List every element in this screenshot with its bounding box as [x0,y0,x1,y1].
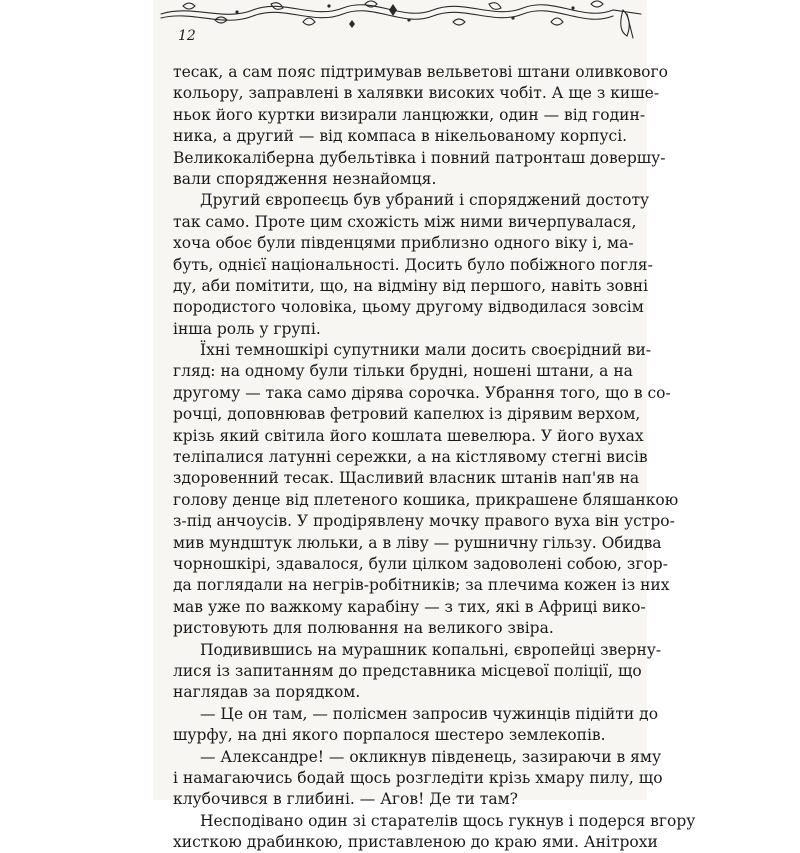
text-line: крізь який світила його кошлата шевелюра. У його вухах [173,426,644,445]
decorative-vine-ornament [153,0,647,42]
text-line: тесак, а сам пояс підтримував вельветові штани оливкового [173,63,668,81]
text-line: лися із запитанням до представника місцевої поліції, що [173,661,642,680]
text-line: ника, а другий — від компаса в нікельованому корпусі. [173,127,628,146]
book-page [153,0,696,852]
text-line: теліпалися латунні сережки, а на кістлявому стегні висів [173,448,648,467]
text-line: гляд: на одному були тільки брудні, ношені штани, а на [173,362,633,381]
paragraph [173,62,668,190]
body-text [173,62,696,853]
text-line: чорношкірі, здавалося, були цілком задоволені собою, згор- [173,554,668,573]
text-line: — Це он там, — полісмен запросив чужинців підійти до [200,704,659,723]
text-line: Несподівано один зі старателів щось гукнув і подерся вгору [200,811,696,830]
text-line: інша роль у групі. [173,319,321,338]
paragraph [173,190,653,340]
text-line: буть, однієї національності. Досить було побіжного погля- [173,255,653,274]
text-line: хоча обоє були південцями приблизно одного віку і, ма- [173,234,634,253]
text-line: Подивившись на мурашник копальні, європейці зверну- [200,640,662,659]
text-line: ду, аби помітити, що, на відміну від першого, навіть зовні [173,276,649,295]
text-line: голову денце від плетеного кошика, прикрашене бляшанкою [173,490,679,509]
text-line: хисткою драбинкою, приставленою до краю ями. Анітрохи [173,833,658,852]
text-line: наглядав за порядком. [173,683,361,702]
paragraph [173,704,659,747]
text-line: так само. Проте цим схожість між ними вичерпувалася, [173,212,637,231]
text-line: клубочився в глибині. — Агов! Де ти там? [173,790,518,809]
text-line: мив мундштук люльки, а в ліву — рушничну гільзу. Обидва [173,533,662,552]
text-line: породистого чоловіка, цьому другому відводилася зовсім [173,298,644,317]
paragraph [173,340,679,639]
text-line: Їхні темношкірі супутники мали досить своєрідний ви- [200,341,652,360]
paragraph [173,640,662,704]
text-line: шурфу, на дні якого порпалося шестеро землекопів. [173,726,606,745]
text-line: — Александре! — окликнув південець, зазираючи в яму [200,747,662,766]
text-line: рочці, доповнював фетровий капелюх із дірявим верхом, [173,405,641,424]
paragraph [173,747,663,811]
text-line: другому — така само дірява сорочка. Убрання того, що в со- [173,383,671,402]
text-line: здоровенний тесак. Щасливий власник штанів нап'яв на [173,469,640,488]
text-line: вали спорядження незнайомця. [173,169,437,188]
text-line: Другий європеєць був убраний і споряджений достоту [200,191,650,210]
text-line: ньок його куртки визирали ланцюжки, один — від годин- [173,105,646,124]
text-line: да поглядали на негрів-робітників; за плечима кожен із них [173,576,670,595]
text-line: мав уже по важкому карабіну — з тих, які в Африці вико- [173,597,646,616]
text-line: і намагаючись бодай щось розгледіти крізь хмару пилу, що [173,768,663,787]
page-number: 12 [178,28,196,44]
text-line: ристовують для полювання на великого звіра. [173,619,554,638]
paragraph [173,811,696,853]
text-line: з-під анчоусів. У продірявлену мочку правого вуха він устро- [173,512,675,531]
text-line: кольору, заправлені в халявки високих чобіт. А ще з кише- [173,84,660,103]
text-line: Великокаліберна дубельтівка і повний патронташ довершу- [173,148,666,167]
